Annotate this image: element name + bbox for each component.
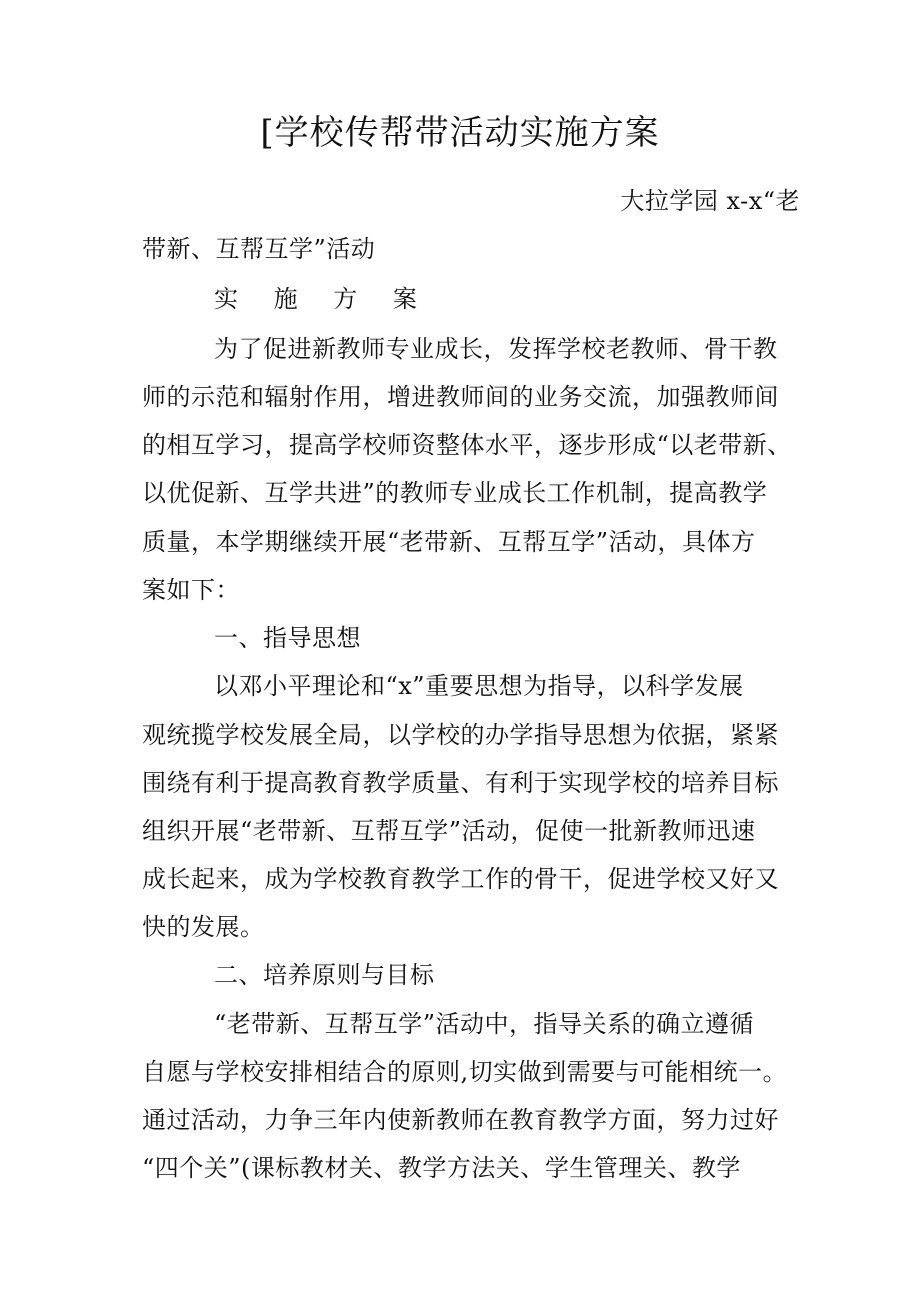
document-title: [学校传帮带活动实施方案 xyxy=(260,113,660,153)
body-line: 组织开展“老带新、互帮互学”活动，促使一批新教师迅速 xyxy=(142,817,756,845)
section-heading: 二、培养原则与目标 xyxy=(214,961,435,989)
body-line: “老带新、互帮互学”活动中，指导关系的确立遵循 xyxy=(214,1010,755,1038)
body-line: 带新、互帮互学”活动 xyxy=(142,235,376,263)
body-line: 快的发展。 xyxy=(142,913,265,941)
body-line: 以邓小平理论和“x”重要思想为指导，以科学发展 xyxy=(214,672,744,700)
body-line: 以优促新、互学共进”的教师专业成长工作机制，提高教学 xyxy=(142,479,768,507)
body-line: 自愿与学校安排相结合的原则,切实做到需要与可能相统一。 xyxy=(142,1058,788,1086)
body-line: 案如下： xyxy=(142,576,240,604)
body-line: 观统揽学校发展全局，以学校的办学指导思想为依据，紧紧 xyxy=(142,721,779,749)
org-line: 大拉学园 x-x“老 xyxy=(620,187,800,215)
body-line: “四个关”(课标教材关、教学方法关、学生管理关、教学 xyxy=(142,1154,741,1182)
body-line: 质量，本学期继续开展“老带新、互帮互学”活动，具体方 xyxy=(142,528,756,556)
body-line: 的相互学习，提高学校师资整体水平，逐步形成“以老带新、 xyxy=(142,431,792,459)
body-line: 成长起来，成为学校教育教学工作的骨干，促进学校又好又 xyxy=(142,865,779,893)
section-heading: 一、指导思想 xyxy=(214,624,361,652)
body-line: 为了促进新教师专业成长，发挥学校老教师、骨干教 xyxy=(214,335,778,363)
body-line: 师的示范和辐射作用，增进教师间的业务交流，加强教师间 xyxy=(142,383,779,411)
body-line: 围绕有利于提高教育教学质量、有利于实现学校的培养目标 xyxy=(142,769,779,797)
subtitle-line: 实 施 方 案 xyxy=(214,285,431,313)
body-line: 通过活动，力争三年内使新教师在教育教学方面，努力过好 xyxy=(142,1106,779,1134)
